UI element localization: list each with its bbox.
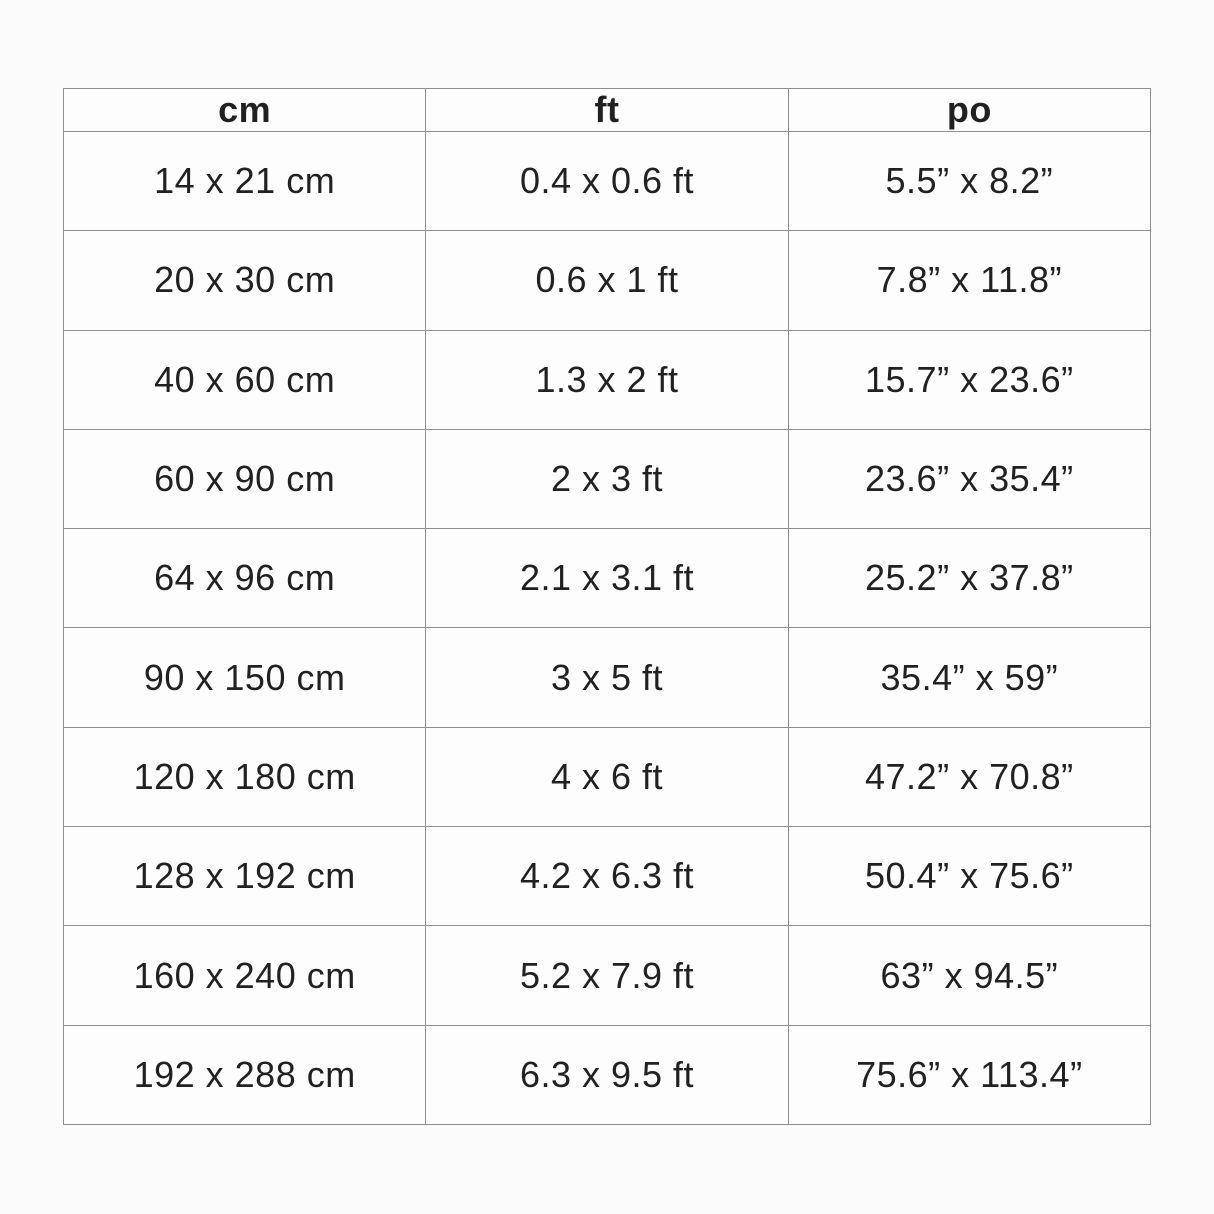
cell-po: 23.6” x 35.4” (788, 429, 1150, 528)
table-row (64, 1025, 1151, 1124)
table-row (64, 628, 1151, 727)
table-row (64, 727, 1151, 826)
size-conversion-table (63, 88, 1151, 1125)
cell-ft: 1.3 x 2 ft (426, 330, 788, 429)
cell-ft: 0.4 x 0.6 ft (426, 132, 788, 231)
cell-po: 63” x 94.5” (788, 926, 1150, 1025)
table-row (64, 231, 1151, 330)
cell-po: 50.4” x 75.6” (788, 827, 1150, 926)
cell-po: 75.6” x 113.4” (788, 1025, 1150, 1124)
table-row (64, 529, 1151, 628)
cell-cm: 128 x 192 cm (64, 827, 426, 926)
cell-ft: 2 x 3 ft (426, 429, 788, 528)
cell-po: 47.2” x 70.8” (788, 727, 1150, 826)
column-header-ft: ft (426, 89, 788, 132)
cell-po: 7.8” x 11.8” (788, 231, 1150, 330)
table-row (64, 429, 1151, 528)
cell-cm: 40 x 60 cm (64, 330, 426, 429)
cell-ft: 3 x 5 ft (426, 628, 788, 727)
table-header-row (64, 89, 1151, 132)
cell-cm: 90 x 150 cm (64, 628, 426, 727)
cell-ft: 0.6 x 1 ft (426, 231, 788, 330)
cell-cm: 64 x 96 cm (64, 529, 426, 628)
column-header-po: po (788, 89, 1150, 132)
cell-cm: 120 x 180 cm (64, 727, 426, 826)
cell-po: 15.7” x 23.6” (788, 330, 1150, 429)
cell-ft: 5.2 x 7.9 ft (426, 926, 788, 1025)
column-header-cm: cm (64, 89, 426, 132)
cell-ft: 6.3 x 9.5 ft (426, 1025, 788, 1124)
cell-ft: 4 x 6 ft (426, 727, 788, 826)
cell-cm: 14 x 21 cm (64, 132, 426, 231)
cell-cm: 20 x 30 cm (64, 231, 426, 330)
cell-cm: 160 x 240 cm (64, 926, 426, 1025)
cell-po: 25.2” x 37.8” (788, 529, 1150, 628)
table-row (64, 330, 1151, 429)
table-row (64, 827, 1151, 926)
cell-po: 35.4” x 59” (788, 628, 1150, 727)
cell-ft: 2.1 x 3.1 ft (426, 529, 788, 628)
table-row (64, 132, 1151, 231)
cell-ft: 4.2 x 6.3 ft (426, 827, 788, 926)
cell-cm: 192 x 288 cm (64, 1025, 426, 1124)
cell-po: 5.5” x 8.2” (788, 132, 1150, 231)
table-row (64, 926, 1151, 1025)
cell-cm: 60 x 90 cm (64, 429, 426, 528)
